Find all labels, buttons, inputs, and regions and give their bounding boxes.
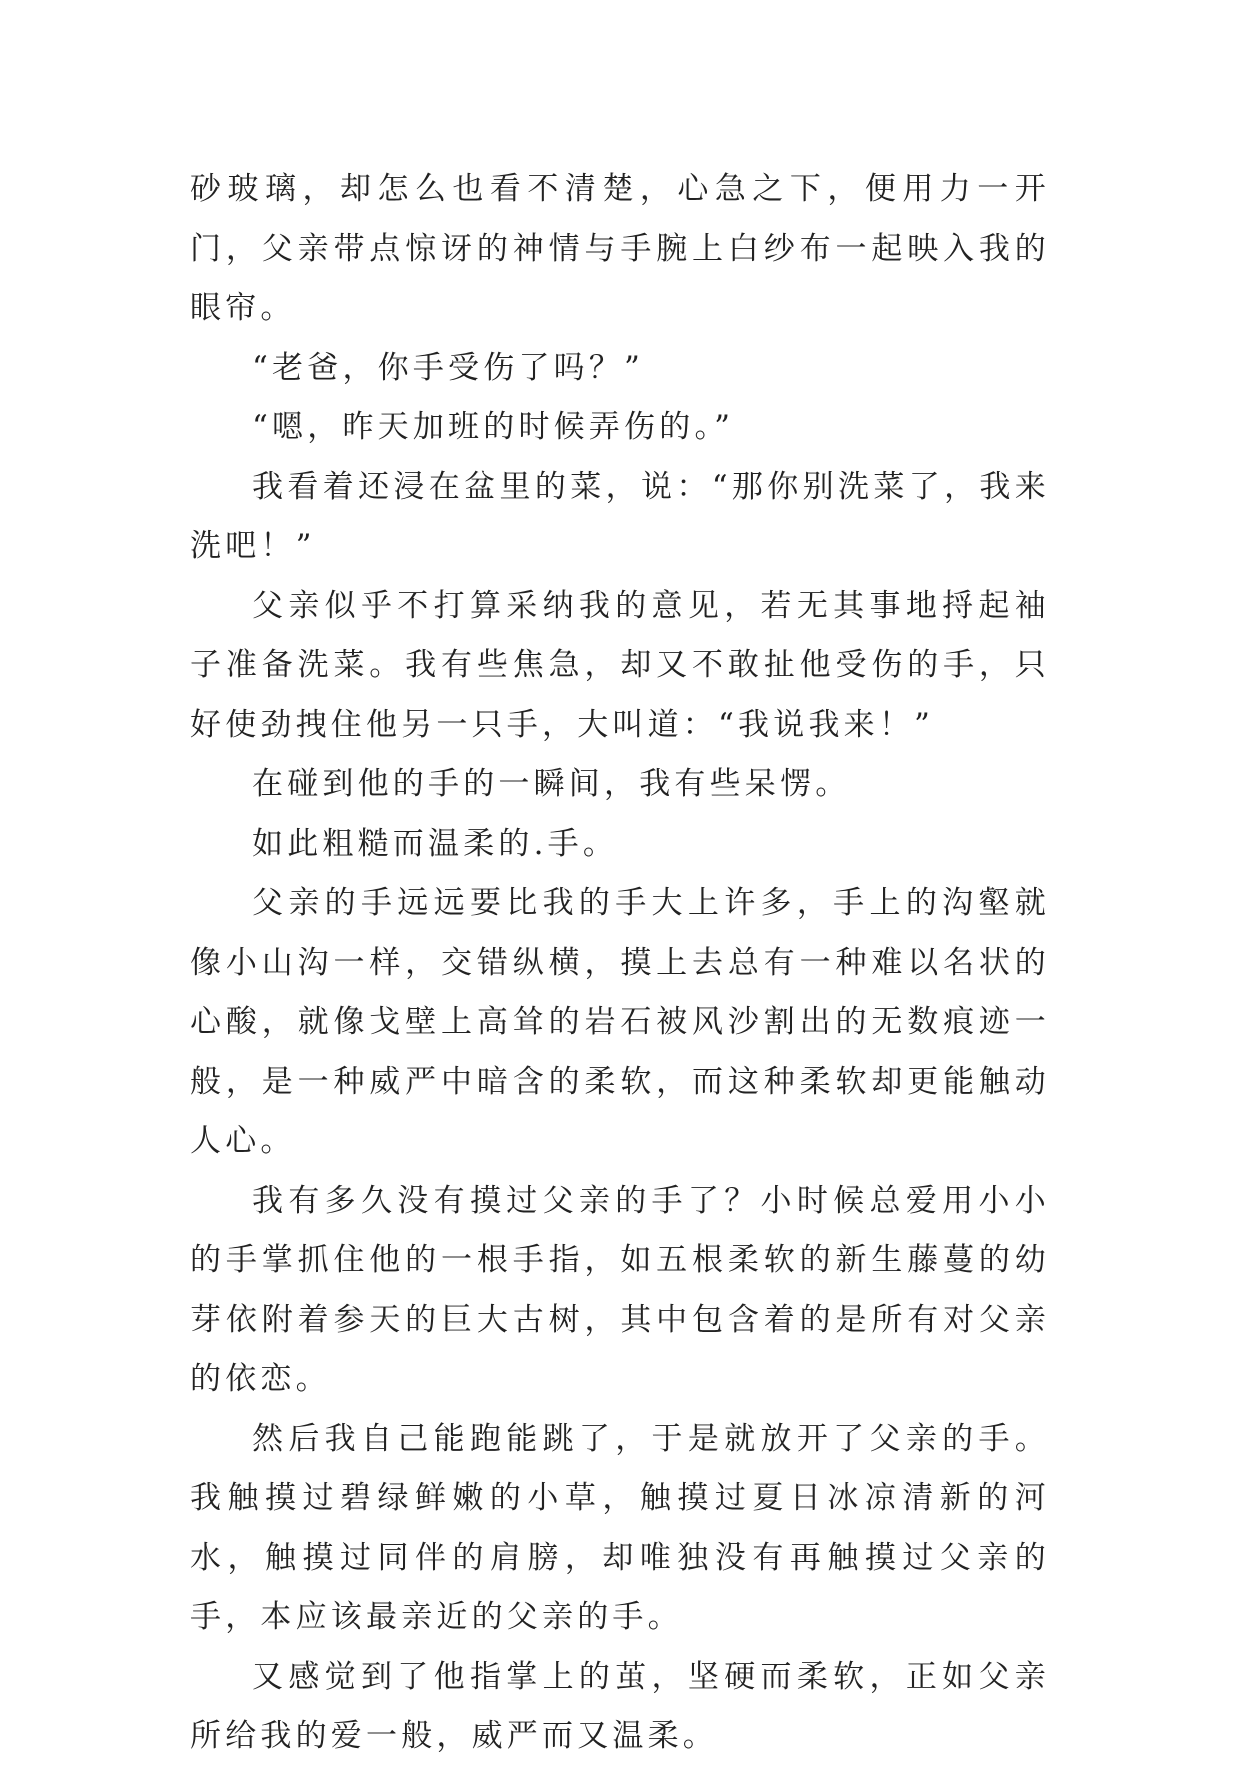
- paragraph: 在碰到他的手的一瞬间，我有些呆愣。: [252, 766, 851, 802]
- paragraph: 然后我自己能跑能跳了，于是就放开了父亲的手。我触摸过碧绿鲜嫩的小草，触摸过夏日冰凉清新的河水，触摸过同伴的肩膀，却唯独没有再触摸过父亲的手，本应该最亲近的父亲的手。: [190, 1420, 1050, 1635]
- paragraph: 我看着还浸在盆里的菜，说：“那你别洗菜了，我来洗吧！”: [190, 468, 1050, 564]
- paragraph: 父亲似乎不打算采纳我的意见，若无其事地捋起袖子准备洗菜。我有些焦急，却又不敢扯他受伤的手，只好使劲拽住他另一只手，大叫道：“我说我来！”: [190, 587, 1050, 743]
- paragraph: 又感觉到了他指掌上的茧，坚硬而柔软，正如父亲所给我的爱一般，威严而又温柔。: [190, 1658, 1050, 1754]
- paragraph: 父亲的手远远要比我的手大上许多，手上的沟壑就像小山沟一样，交错纵横，摸上去总有一种难以名状的心酸，就像戈壁上高耸的岩石被风沙割出的无数痕迹一般，是一种威严中暗含的柔软，而这种柔软却更能触动人心。: [190, 885, 1050, 1159]
- paragraph: 我有多久没有摸过父亲的手了？小时候总爱用小小的手掌抓住他的一根手指，如五根柔软的新生藤蔓的幼芽依附着参天的巨大古树，其中包含着的是所有对父亲的依恋。: [190, 1182, 1050, 1397]
- paragraph: “嗯，昨天加班的时候弄伤的。”: [252, 409, 735, 445]
- paragraph: 砂玻璃，却怎么也看不清楚，心急之下，便用力一开门，父亲带点惊讶的神情与手腕上白纱布一起映入我的眼帘。: [190, 171, 1050, 326]
- paragraph: “老爸，你手受伤了吗？”: [252, 349, 645, 386]
- document-body: [190, 160, 1050, 1767]
- paragraph: 如此粗糙而温柔的.手。: [252, 825, 619, 862]
